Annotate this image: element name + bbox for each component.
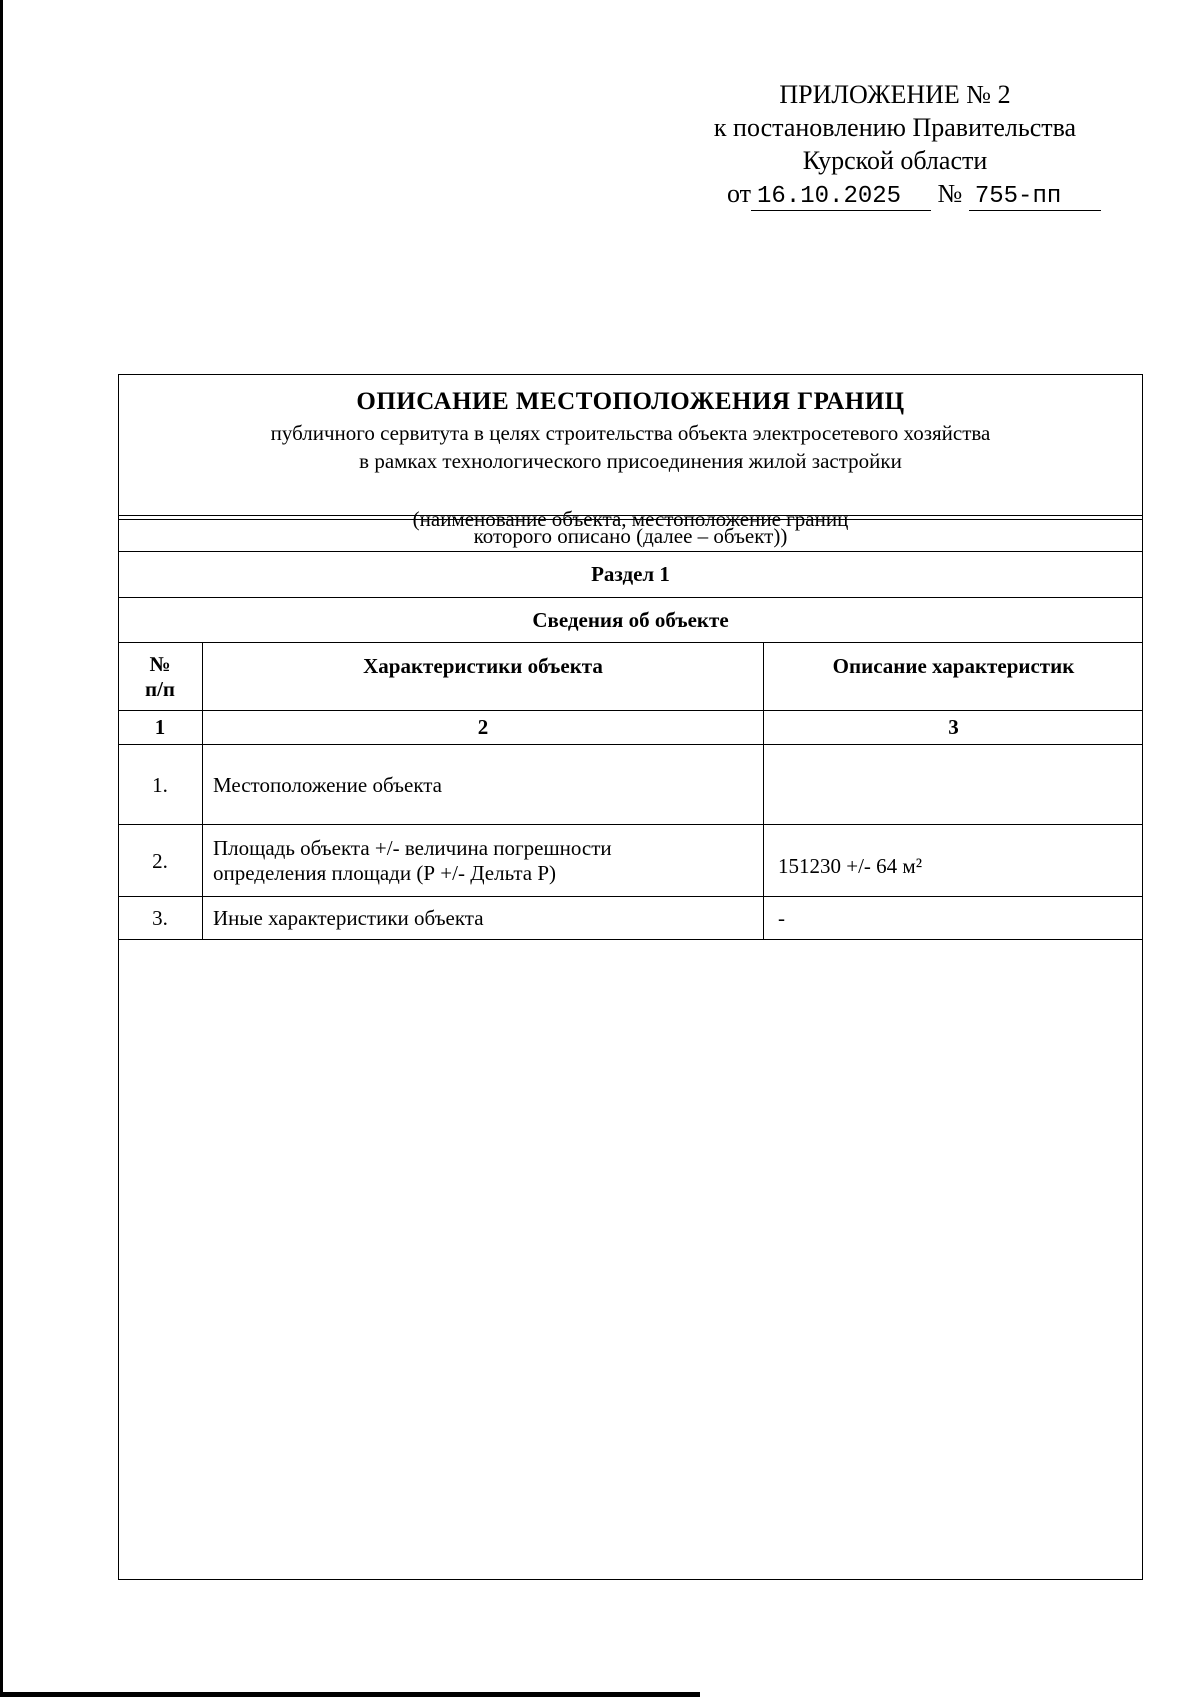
row-number: 2. (152, 848, 168, 873)
column-number-1: 1 (154, 715, 166, 739)
rule-table-bottom (118, 939, 1143, 940)
row-description (764, 746, 1143, 824)
header-number (118, 644, 202, 710)
rule-row-1 (118, 824, 1143, 825)
row-number: 3. (152, 906, 168, 930)
scan-edge-bottom (0, 1692, 700, 1697)
decree-number: 755-пп (969, 184, 1101, 211)
rule-table-top (118, 642, 1143, 643)
appendix-date-line (660, 177, 1130, 211)
rule-colnums-bottom (118, 744, 1143, 745)
document-title (118, 385, 1143, 475)
caption-line-1: (наименование объекта, местоположение границ (412, 507, 849, 531)
row-description: - (778, 906, 785, 930)
scan-edge-left (0, 0, 3, 1697)
column-number-2: 2 (477, 715, 489, 739)
appendix-reference: к постановлению Правительства (713, 113, 1077, 142)
row-description: 151230 +/- 64 м² (778, 853, 923, 878)
subsection-heading: Сведения об объекте (532, 608, 729, 632)
header-number-text: № п/п (144, 652, 176, 701)
section-heading: Раздел 1 (591, 562, 670, 586)
rule-caption-bottom (118, 551, 1143, 552)
header-description: Описание характеристик (832, 653, 1075, 678)
number-prefix: № (937, 179, 963, 208)
document-frame (118, 374, 1143, 1580)
decree-date: 16.10.2025 (751, 184, 931, 211)
title-subtitle-2: в рамках технологического присоединения жилой застройки (359, 449, 902, 473)
rule-row-2 (118, 896, 1143, 897)
appendix-title: ПРИЛОЖЕНИЕ № 2 (779, 80, 1011, 109)
column-number-3: 3 (948, 715, 959, 739)
rule-section (118, 597, 1143, 598)
row-characteristic: Площадь объекта +/- величина погрешности определения площади (Р +/- Дельта Р) (213, 836, 612, 885)
title-main: ОПИСАНИЕ МЕСТОПОЛОЖЕНИЯ ГРАНИЦ (356, 388, 905, 415)
appendix-header (660, 78, 1130, 211)
date-prefix: от (727, 179, 752, 208)
title-subtitle-1: публичного сервитута в целях строительства объекта электросетевого хозяйства (270, 421, 991, 445)
header-characteristic: Характеристики объекта (363, 653, 603, 678)
appendix-region: Курской области (802, 146, 988, 175)
row-characteristic: Иные характеристики объекта (213, 906, 484, 930)
row-characteristic: Местоположение объекта (213, 772, 443, 797)
caption-line-2: которого описано (далее – объект)) (473, 524, 788, 548)
row-number: 1. (152, 772, 168, 797)
object-name-caption (118, 507, 1143, 548)
